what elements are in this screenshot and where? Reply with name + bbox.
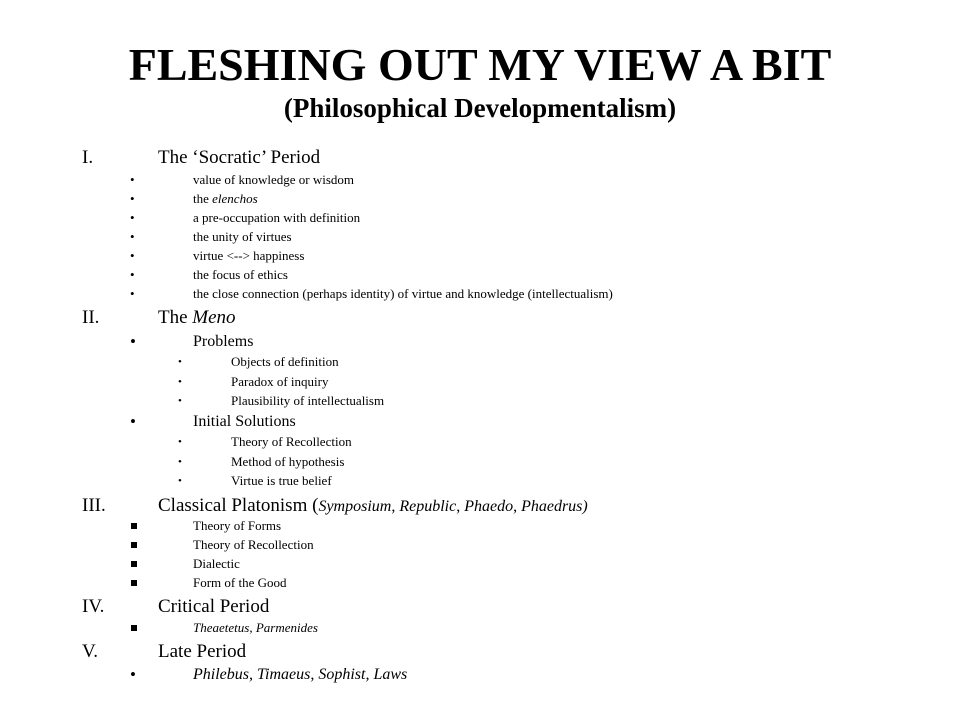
list-item-text: Theory of Forms: [193, 518, 282, 533]
list-item-text: the focus of ethics: [193, 267, 288, 282]
list-item-text: the close connection (perhaps identity) of virtue and knowledge (intellectualism): [193, 286, 613, 301]
section-number: IV.: [82, 596, 105, 617]
bullet-icon: •: [130, 332, 136, 351]
slide-title: FLESHING OUT MY VIEW A BIT: [128, 39, 832, 90]
section-number: I.: [82, 147, 94, 168]
bullet-icon: •: [130, 229, 135, 244]
list-item-text: Dialectic: [193, 556, 240, 571]
emphasis: Meno: [192, 307, 236, 328]
bullet-icon: •: [130, 248, 135, 263]
list-item-text: Virtue is true belief: [231, 473, 332, 488]
section-number: V.: [82, 641, 99, 662]
list-item-text: Problems: [193, 333, 254, 350]
square-bullet-icon: [131, 625, 137, 631]
list-item-text: Plausibility of intellectualism: [231, 393, 385, 408]
list-item-text: Theory of Recollection: [193, 537, 314, 552]
bullet-icon: •: [178, 395, 182, 407]
list-item-text: a pre-occupation with definition: [193, 210, 361, 225]
work-title: Phaedrus): [521, 498, 588, 515]
bullet-icon: •: [130, 191, 135, 206]
list-item-text: Theaetetus, Parmenides: [193, 620, 318, 635]
bullet-icon: •: [130, 267, 135, 282]
bullet-icon: •: [178, 376, 182, 388]
bullet-icon: •: [130, 172, 135, 187]
list-item-text: Philebus, Timaeus, Sophist, Laws: [193, 666, 408, 683]
square-bullet-icon: [131, 542, 137, 548]
bullet-icon: •: [178, 475, 182, 487]
section-heading: The Meno: [158, 307, 236, 328]
list-item-text: the elenchos: [193, 191, 258, 206]
list-item-text: Initial Solutions: [193, 413, 296, 430]
list-item-text: Paradox of inquiry: [231, 374, 329, 389]
bullet-icon: •: [178, 356, 182, 368]
work-title: Symposium: [318, 498, 392, 515]
list-item-text: value of knowledge or wisdom: [193, 172, 355, 187]
list-item-text: Objects of definition: [231, 354, 339, 369]
square-bullet-icon: [131, 561, 137, 567]
list-item-text: Method of hypothesis: [231, 454, 345, 469]
section-heading: Classical Platonism (Symposium, Republic, Phaedo, Phaedrus): [158, 495, 588, 516]
square-bullet-icon: [131, 523, 137, 529]
work-title: Republic: [399, 498, 457, 515]
list-item-text: the unity of virtues: [193, 229, 292, 244]
bullet-icon: •: [178, 456, 182, 468]
slide-subtitle: (Philosophical Developmentalism): [283, 93, 677, 123]
section-number: II.: [82, 307, 100, 328]
bullet-icon: •: [178, 436, 182, 448]
emphasis: elenchos: [212, 191, 258, 206]
list-item-text: Theory of Recollection: [231, 434, 352, 449]
section-heading: The ‘Socratic’ Period: [158, 147, 321, 168]
list-item-text: Form of the Good: [193, 575, 287, 590]
work-title: Phaedo: [464, 498, 514, 515]
section-number: III.: [82, 495, 106, 516]
bullet-icon: •: [130, 210, 135, 225]
list-item-text: virtue <--> happiness: [193, 248, 305, 263]
bullet-icon: •: [130, 665, 136, 684]
work-title: Parmenides: [255, 620, 318, 635]
section-heading: Late Period: [158, 641, 247, 662]
bullet-icon: •: [130, 412, 136, 431]
work-title: Theaetetus: [193, 620, 250, 635]
bullet-icon: •: [130, 286, 135, 301]
section-heading: Critical Period: [158, 596, 270, 617]
square-bullet-icon: [131, 580, 137, 586]
